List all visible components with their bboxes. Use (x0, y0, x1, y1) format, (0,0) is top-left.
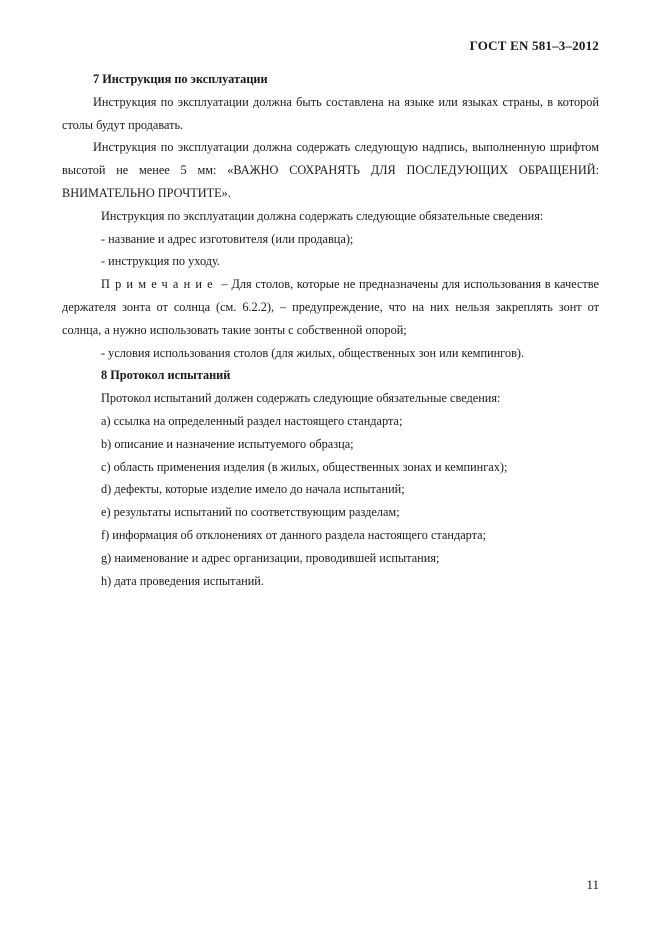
section-8-intro: Протокол испытаний должен содержать следующие обязательные сведения: (101, 391, 501, 406)
list-item: b) описание и назначение испытуемого образца; (101, 436, 354, 451)
list-item: g) наименование и адрес организации, проводившей испытания; (101, 550, 440, 565)
list-item-conditions: - условия использования столов (для жилых, общественных зон или кемпингов). (101, 345, 525, 360)
section-7-para-1: Инструкция по эксплуатации должна быть составлена на языке или языках страны, в которой столы будут продавать. (62, 94, 599, 132)
list-item: a) ссылка на определенный раздел настоящего стандарта; (101, 413, 403, 428)
note-label: Примечание (101, 277, 218, 292)
note-text: – Для столов, которые не предназначены для использования в качестве держателя зонта от солнца (см. 6.2.2), – предупреждение, что на них нельзя закреплять зонт от солнца, а нужно использовать такие зонты с собственной опорой; (62, 277, 599, 337)
list-item-care: - инструкция по уходу. (101, 254, 220, 269)
section-7-para-2: Инструкция по эксплуатации должна содержать следующую надпись, выполненную шрифтом высотой не менее 5 мм: «ВАЖНО СОХРАНЯТЬ ДЛЯ ПОСЛЕДУЮЩИХ ОБРАЩЕНИЙ: ВНИМАТЕЛЬНО ПРОЧТИТЕ». (62, 140, 599, 200)
standard-header: ГОСТ EN 581–3–2012 (469, 38, 599, 53)
section-7-title: 7 Инструкция по эксплуатации (93, 72, 268, 86)
list-item: f) информация об отклонениях от данного раздела настоящего стандарта; (101, 527, 487, 542)
page-content (62, 68, 599, 592)
list-item: e) результаты испытаний по соответствующим разделам; (101, 505, 400, 520)
list-item: d) дефекты, которые изделие имело до начала испытаний; (101, 482, 405, 497)
page-number: 11 (586, 877, 599, 892)
section-7-para-3: Инструкция по эксплуатации должна содержать следующие обязательные сведения: (101, 208, 544, 223)
note-paragraph (62, 273, 599, 341)
section-8-title: 8 Протокол испытаний (101, 368, 231, 383)
list-item: c) область применения изделия (в жилых, общественных зонах и кемпингах); (101, 459, 508, 474)
list-item-manufacturer: - название и адрес изготовителя (или продавца); (101, 231, 354, 246)
list-item: h) дата проведения испытаний. (101, 573, 264, 588)
